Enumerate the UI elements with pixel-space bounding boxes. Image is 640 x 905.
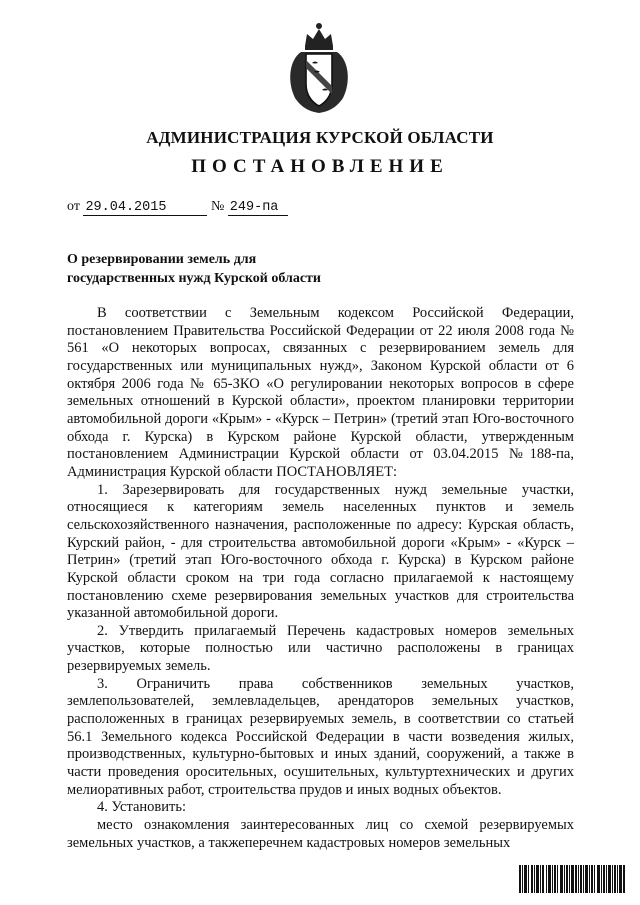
document-type-heading: ПОСТАНОВЛЕНИЕ (191, 156, 449, 177)
paragraph-item-2: 2. Утвердить прилагаемый Перечень кадастровых номеров земельных участков, которые полностью или частично расположены в границах резервируемых земель. (67, 622, 574, 675)
barcode-icon (519, 865, 625, 893)
number-prefix: № (210, 199, 225, 214)
subject-line-1: О резервировании земель для (67, 252, 257, 267)
date-number-line (67, 199, 288, 216)
document-number: 249-па (228, 200, 288, 216)
paragraph-preamble: В соответствии с Земельным кодексом Российской Федерации, постановлением Правительства Российской Федерации от 22 июля 2008 года № 561 «О некоторых вопросах, связанных с резервированием земель для государственных или муниципальных нужд», Законом Курской области от 6 октября 2006 года № 65-ЗКО «О регулировании некоторых вопросов в сфере земельных отношений в Курской области», проектом планировки территории автомобильной дороги «Крым» - «Курск – Петрин» (третий этап Юго-восточного обхода г. Курска) в Курском районе Курской области, утвержденным постановлением Администрации Курской области от 03.04.2015 №188-па, Администрация Курской области ПОСТАНОВЛЯЕТ: (67, 305, 574, 480)
subject-line-2: государственных нужд Курской области (67, 270, 321, 286)
paragraph-item-3: 3. Ограничить права собственников земельных участков, землепользователей, землевладельцев, арендаторов земельных участков, расположенных в границах резервируемых земель, в соответствии со статьей 56.1 Земельного кодекса Российской Федерации в части возведения жилых, производственных, культурно-бытовых и иных зданий, сооружений, а также в части проведения оросительных, осушительных, культуртехнических и других мелиоративных работ, строительства прудов и иных водных объектов. (67, 675, 574, 798)
organization-title: АДМИНИСТРАЦИЯ КУРСКОЙ ОБЛАСТИ (146, 128, 494, 147)
coat-of-arms-icon (283, 20, 355, 114)
paragraph-item-4: 4. Установить: (97, 799, 187, 816)
paragraph-item-4-detail: место ознакомления заинтересованных лиц со схемой резервируемых земельных участков, а такжеперечнем кадастровых номеров земельных (67, 817, 574, 851)
document-body (67, 305, 574, 852)
document-subject (67, 251, 467, 288)
date-prefix: от (67, 199, 80, 214)
paragraph-item-1: 1. Зарезервировать для государственных нужд земельные участки, относящиеся к категориям земель населенных пунктов и земель сельскохозяйственного назначения, расположенные по адресу: Курская область, Курский район, - для строительства автомобильной дороги «Крым» - «Курск – Петрин» (третий этап Юго-восточного обхода г. Курска) в Курском районе Курской области сроком на три года согласно прилагаемой к настоящему постановлению схеме резервирования земельных участков для строительства указанной автомобильной дороги. (67, 481, 574, 622)
document-date: 29.04.2015 (83, 200, 207, 216)
